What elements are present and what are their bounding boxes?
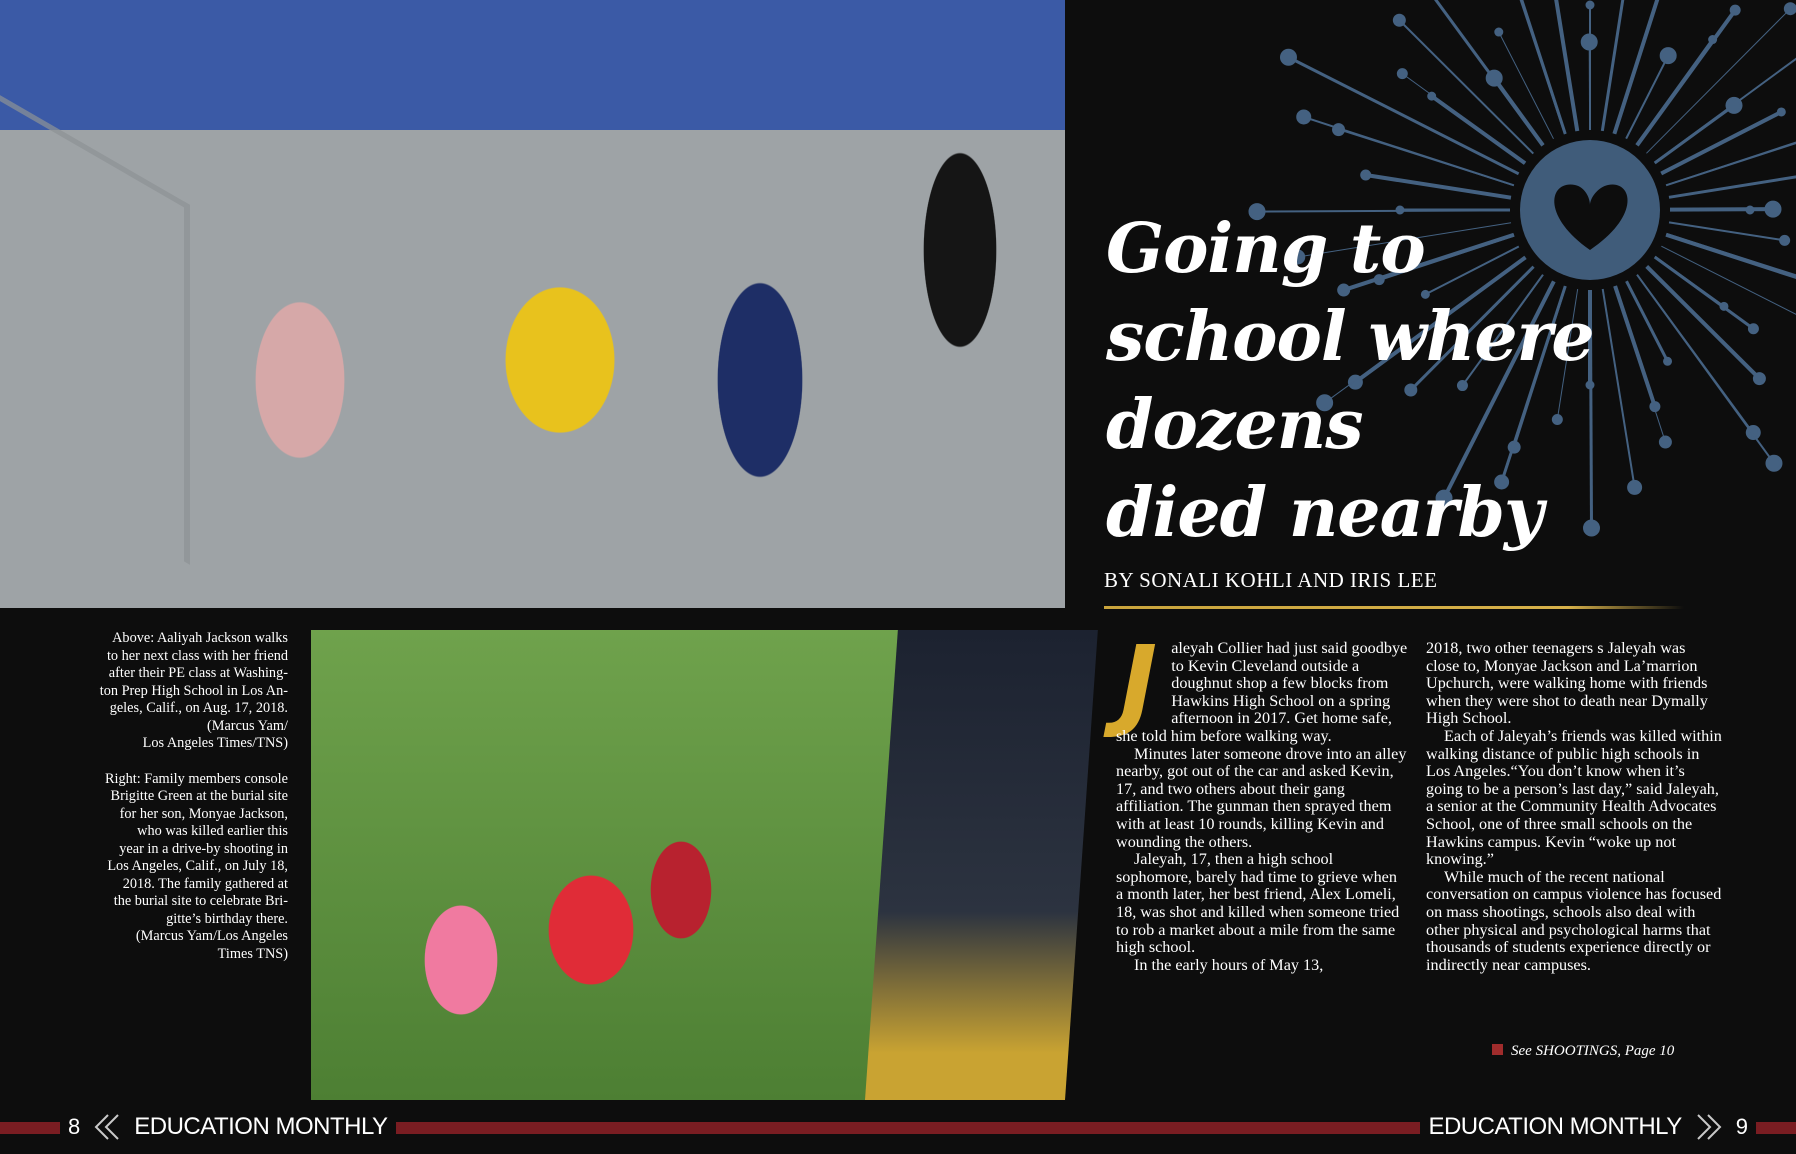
headline-line-2: school where <box>1106 297 1594 377</box>
splatter-ray <box>1494 78 1543 145</box>
article-paragraph-1: Jaleyah Collier had just said goodbye to Kevin Cleveland outside a doughnut shop a few blocks from Hawkins High School on a spring afternoon in 2017. Get home safe, she told him before walking way. <box>1116 624 1408 745</box>
publication-name-left: EDUCATION MONTHLY <box>134 1113 388 1140</box>
double-chevron-right-icon <box>1694 1113 1724 1141</box>
caption-above: Above: Aaliyah Jackson walks to her next class with her friend after their PE class at Washing- ton Prep High School in Los An- geles, Calif., on Aug. 17, 2018. (Marcus Yam/ Los Angeles Times/TNS) <box>99 630 288 751</box>
splatter-ray <box>1615 0 1688 134</box>
splatter-drop <box>1398 70 1406 78</box>
splatter-ray <box>1402 74 1525 163</box>
headline-line-1: Going to <box>1106 209 1425 289</box>
splatter-drop <box>1749 325 1757 333</box>
splatter-drop <box>1754 374 1764 384</box>
article-column-2 <box>1426 640 1722 974</box>
splatter-drop <box>1785 4 1795 14</box>
caption-right: Right: Family members console Brigitte Green at the burial site for her son, Monyae Jackson, who was killed earlier this year in a drive-by shooting in Los Angeles, Calif., on July 18, 2018. The family gathered at the burial site to celebrate Bri- gitte’s birthday there. (Marcus Yam/Los Angeles Times TNS) <box>104 770 288 962</box>
page-number-right: 9 <box>1735 1114 1748 1139</box>
headline-line-3: dozens <box>1106 385 1363 465</box>
double-chevron-left-icon <box>92 1113 122 1141</box>
memorial-poster <box>865 630 1098 1100</box>
splatter-drop <box>1298 111 1310 123</box>
splatter-ray <box>1666 121 1796 186</box>
square-bullet-icon <box>1492 1044 1503 1055</box>
drop-cap: J <box>1120 624 1158 741</box>
article-paragraph-4: In the early hours of May 13, <box>1134 955 1324 974</box>
article-paragraph-3: Jaleyah, 17, then a high school sophomore, barely had time to grieve when a month later, her best friend, Alex Lomeli, 18, was shot and killed when someone tried to rob a market about a mile from the same high school. <box>1116 850 1400 957</box>
publication-name-right: EDUCATION MONTHLY <box>1428 1113 1682 1140</box>
splatter-ray <box>1637 10 1735 145</box>
splatter-drop <box>1661 49 1675 63</box>
splatter-drop <box>1767 456 1781 470</box>
continued-text: See SHOOTINGS, Page 10 <box>1511 1043 1675 1059</box>
bottom-photo-burial-site <box>311 630 1065 1100</box>
splatter-drop <box>1766 202 1780 216</box>
byline: BY SONALI KOHLI AND IRIS LEE <box>1104 568 1438 592</box>
splatter-drop <box>1394 15 1404 25</box>
splatter-ray <box>1366 175 1511 198</box>
splatter-ray <box>1661 246 1796 349</box>
article-paragraph-7: While much of the recent national conversation on campus violence has focused on mass shootings, schools also deal with other physical and psychological harms that thousands of students experience directly or indirectly near campuses. <box>1426 867 1722 974</box>
splatter-drop <box>1731 6 1739 14</box>
splatter-ray <box>1626 56 1668 139</box>
headline-line-4: died nearby <box>1106 473 1543 553</box>
footer-left <box>60 1110 396 1144</box>
article-paragraph-2: Minutes later someone drove into an alley nearby, got out of the car and asked Kevin, 17, and two others about their gang affiliation. The gunman then sprayed them with at least 10 rounds, killing Kevin and wounding the others. <box>1116 744 1407 851</box>
splatter-ray <box>1614 0 1675 134</box>
article-column-1 <box>1116 624 1408 974</box>
splatter-drop <box>1781 236 1789 244</box>
top-photo-students-walking <box>0 0 1065 608</box>
splatter-drop <box>1727 98 1741 112</box>
headline <box>1106 205 1666 557</box>
splatter-ray <box>1666 235 1796 294</box>
splatter-ray <box>1409 0 1543 146</box>
photo-captions <box>70 630 288 963</box>
splatter-drop <box>1587 2 1593 8</box>
splatter-ray <box>1304 117 1514 185</box>
gold-divider <box>1104 606 1684 609</box>
splatter-drop <box>1496 29 1502 35</box>
footer-right <box>1420 1110 1756 1144</box>
splatter-drop <box>1778 109 1784 115</box>
splatter-drop <box>1281 50 1295 64</box>
splatter-drop <box>1487 71 1501 85</box>
handrail <box>0 95 190 565</box>
splatter-ray <box>1669 222 1785 240</box>
splatter-ray <box>1661 112 1781 174</box>
article-paragraph-6: Each of Jaleyah’s friends was killed within walking distance of public high schools in Los Angeles.“You don’t know when it’s going to be a person’s last day,” said Jaleyah, a senior at the Community Health Advocates School, one of three small schools on the Hawkins campus. Kevin “woke up not knowing.” <box>1426 726 1722 869</box>
splatter-drop <box>1362 171 1370 179</box>
article-paragraph-5: 2018, two other teenagers s Jaleyah was close to, Monyae Jackson and La’marrion Upchurch, were walking home with friends when they were shot to death near Dymally High School. <box>1426 639 1708 728</box>
splatter-ray <box>1505 0 1565 134</box>
continued-link[interactable] <box>1492 1043 1674 1060</box>
page-number-left: 8 <box>68 1114 81 1139</box>
